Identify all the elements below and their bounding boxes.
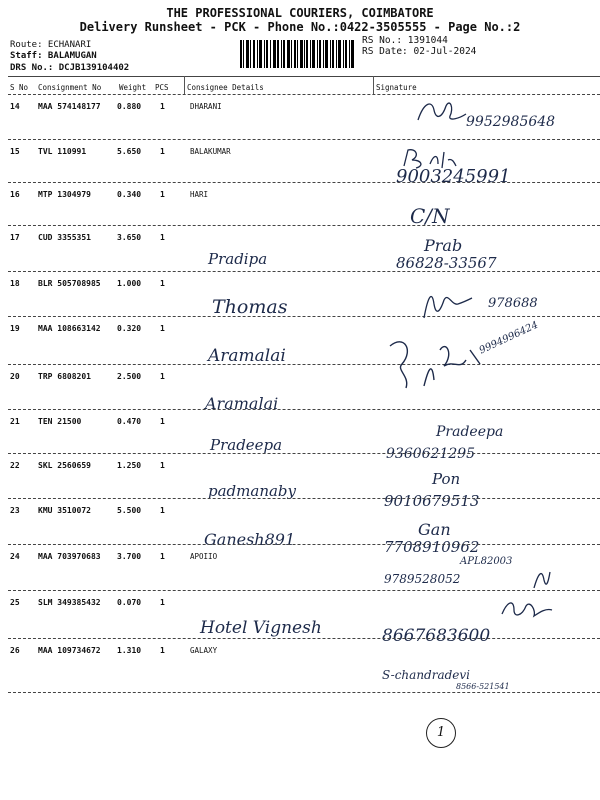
row-consignee-name: BALAKUMAR <box>190 147 231 156</box>
row-pcs: 1 <box>160 147 165 156</box>
row-sno: 16 <box>10 190 20 199</box>
row-divider <box>8 544 600 545</box>
row-consignment-no: SKL 2560659 <box>38 461 91 470</box>
row-signature-text: C/N <box>410 204 450 228</box>
row-pcs: 1 <box>160 552 165 561</box>
row-sno: 23 <box>10 506 20 515</box>
row-divider <box>8 182 600 183</box>
row-weight: 2.500 <box>117 372 142 381</box>
row-sno: 26 <box>10 646 20 655</box>
column-divider <box>373 76 374 94</box>
row-signature-text: 9952985648 <box>466 114 556 130</box>
row-signature-text: 9003245991 <box>396 166 511 187</box>
col-header-signature: Signature <box>376 83 417 92</box>
row-pcs: 1 <box>160 372 165 381</box>
col-header-pcs: PCS <box>155 83 169 92</box>
row-handwritten-consignee: Pradipa <box>208 250 268 268</box>
row23-sig-name: Gan <box>418 520 451 539</box>
row-signature-text: 9360621295 <box>386 446 476 462</box>
row-consignment-no: MAA 109734672 <box>38 646 101 655</box>
row-divider <box>8 590 600 591</box>
row-sno: 17 <box>10 233 20 242</box>
signature-scribble <box>530 564 554 592</box>
row-consignee-name: GALAXY <box>190 646 218 655</box>
row-signature-text: 7708910962 <box>384 538 480 556</box>
row-divider <box>8 453 600 454</box>
row-divider <box>8 225 600 226</box>
row-divider <box>8 271 600 272</box>
header-divider <box>8 94 600 95</box>
row-consignee-name: APOIIO <box>190 552 218 561</box>
row-consignment-no: MAA 574148177 <box>38 102 101 111</box>
row-pcs: 1 <box>160 461 165 470</box>
row-weight: 0.470 <box>117 417 142 426</box>
row-sno: 15 <box>10 147 20 156</box>
row-weight: 3.700 <box>117 552 142 561</box>
row-signature-text: 9789528052 <box>384 572 461 586</box>
row-handwritten-consignee: Hotel Vignesh <box>200 618 322 638</box>
row-sno: 21 <box>10 417 20 426</box>
row-divider <box>8 409 600 410</box>
row-signature-text: S-chandradevi <box>382 668 471 682</box>
row-weight: 0.880 <box>117 102 142 111</box>
row-weight: 1.250 <box>117 461 142 470</box>
row-pcs: 1 <box>160 279 165 288</box>
row-consignment-no: MAA 703970683 <box>38 552 101 561</box>
row-handwritten-consignee: Aramalai <box>205 394 279 413</box>
row-divider <box>8 316 600 317</box>
col-header-weight: Weight <box>119 83 147 92</box>
row-pcs: 1 <box>160 324 165 333</box>
row-consignee-name: HARI <box>190 190 209 199</box>
drs-label: DRS No.: DCJB139104402 <box>10 63 130 73</box>
row-weight: 0.320 <box>117 324 142 333</box>
signature-scribble <box>418 286 474 324</box>
row-consignment-no: KMU 3510072 <box>38 506 91 515</box>
row-weight: 0.340 <box>117 190 142 199</box>
barcode-image <box>240 40 354 68</box>
row-weight: 5.650 <box>117 147 142 156</box>
rs-number: RS No.: 1391044 <box>362 35 448 46</box>
rs-date: RS Date: 02-Jul-2024 <box>362 46 477 57</box>
column-divider <box>184 76 185 94</box>
row19-phone: 9994996424 <box>477 319 540 357</box>
row-signature-text: 9010679513 <box>384 492 480 510</box>
row-handwritten-consignee: Aramalai <box>208 346 286 366</box>
row-weight: 1.000 <box>117 279 142 288</box>
row-signature-text: 86828-33567 <box>396 254 497 272</box>
row-pcs: 1 <box>160 646 165 655</box>
col-header-sno: S No <box>10 83 29 92</box>
row-divider <box>8 692 600 693</box>
signature-scribble <box>496 596 556 622</box>
route-label: Route: ECHANARI <box>10 40 92 50</box>
row17-sig-name: Prab <box>424 236 463 255</box>
row-pcs: 1 <box>160 506 165 515</box>
row-weight: 0.070 <box>117 598 142 607</box>
col-header-consignment: Consignment No <box>38 83 102 92</box>
row-handwritten-consignee: Thomas <box>212 296 288 318</box>
row-weight: 3.650 <box>117 233 142 242</box>
row21-sig-name: Pradeepa <box>436 424 504 440</box>
signature-scribble <box>410 96 470 132</box>
row-consignment-no: TVL 110991 <box>38 147 87 156</box>
row-handwritten-consignee: Ganesh891 <box>204 530 296 549</box>
row-pcs: 1 <box>160 598 165 607</box>
row-handwritten-consignee: Pradeepa <box>210 436 283 454</box>
row-pcs: 1 <box>160 233 165 242</box>
row-consignee-name: DHARANI <box>190 102 222 111</box>
row-divider <box>8 139 600 140</box>
staff-label: Staff: BALAMUGAN <box>10 51 97 61</box>
row-consignment-no: MTP 1304979 <box>38 190 91 199</box>
row-sno: 14 <box>10 102 20 111</box>
row-weight: 1.310 <box>117 646 142 655</box>
row-consignment-no: MAA 108663142 <box>38 324 101 333</box>
row-divider <box>8 364 600 365</box>
row-divider <box>8 638 600 639</box>
signature-scribble <box>400 146 460 172</box>
row-divider <box>8 498 600 499</box>
row-pcs: 1 <box>160 417 165 426</box>
row-consignment-no: TRP 6808201 <box>38 372 91 381</box>
table-top-border <box>8 76 600 77</box>
signature-scribble <box>384 330 494 400</box>
row-consignment-no: SLM 349385432 <box>38 598 101 607</box>
row-signature-text: 8667683600 <box>382 626 491 646</box>
row-sno: 20 <box>10 372 20 381</box>
row-consignment-no: CUD 3355351 <box>38 233 91 242</box>
row-pcs: 1 <box>160 190 165 199</box>
row22-sig-name: Pon <box>432 470 461 488</box>
col-header-consignee: Consignee Details <box>187 83 264 92</box>
row-consignment-no: TEN 21500 <box>38 417 82 426</box>
row-sno: 25 <box>10 598 20 607</box>
row-weight: 5.500 <box>117 506 142 515</box>
company-title: THE PROFESSIONAL COURIERS, COIMBATORE <box>166 6 434 20</box>
row-sno: 19 <box>10 324 20 333</box>
row26-number: 8566-521541 <box>456 682 510 691</box>
row-signature-text: 978688 <box>488 296 538 311</box>
row-sno: 18 <box>10 279 20 288</box>
row-sno: 22 <box>10 461 20 470</box>
row24-code: APL82003 <box>460 556 513 567</box>
row-handwritten-consignee: padmanaby <box>208 482 296 500</box>
page-number-circle: 1 <box>426 718 456 748</box>
runsheet-title: Delivery Runsheet - PCK - Phone No.:0422-3505555 - Page No.:2 <box>79 20 521 34</box>
row-consignment-no: BLR 505708985 <box>38 279 101 288</box>
row-sno: 24 <box>10 552 20 561</box>
row-pcs: 1 <box>160 102 165 111</box>
